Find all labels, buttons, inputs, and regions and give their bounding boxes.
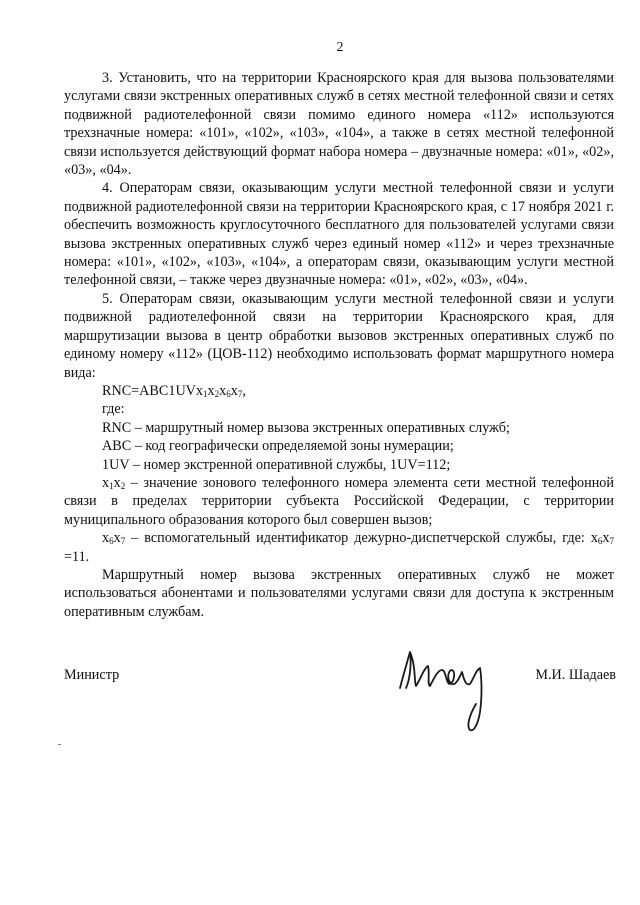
signatory-position: Министр (64, 667, 120, 683)
scan-artifact (58, 744, 61, 745)
definition-abc: ABC – код географически определяемой зоны нумерации; (102, 438, 454, 455)
clause-5: 5. Операторам связи, оказывающим услуги местной телефонной связи и услуги подвижной радиотелефонной связи на территории Красноярского края, для маршрутизации вызова в центр обработки вызовов экстренных оперативных служб по единому номеру «112» (ЦОВ-112) необходимо использовать формат маршрутного номера вида: (64, 290, 614, 381)
document-body (64, 69, 614, 621)
definition-x1x2: $x_1x_2$ – значение зонового телефонного номера элемента сети местной телефонной связи в пределах территории субъекта Российской Федерации, с территории муниципального образования которого был совершен вызов; (64, 474, 614, 528)
handwritten-signature (394, 640, 504, 735)
signature-block (64, 640, 616, 740)
definition-1uv: 1UV – номер экстренной оперативной службы, 1UV=112; (102, 456, 451, 473)
page-number: 2 (336, 40, 344, 55)
definition-rnc: RNC – маршрутный номер вызова экстренных оперативных служб; (102, 419, 510, 436)
clause-3: 3. Установить, что на территории Красноярского края для вызова пользователями услугами связи экстренных оперативных служб в сетях местной телефонной связи и сетях подвижной радиотелефонной связи помимо единого номера «112» используются трехзначные номера: «101», «102», «103», «104», а также в сетях местной телефонной связи используется действующий формат набора номера – двузначные номера: «01», «02», «03», «04». (64, 70, 614, 179)
signatory-name: М.И. Шадаев (535, 667, 616, 683)
routing-number-formula: $RNC=ABC1UVx_1x_2x_6x_7$, (102, 382, 246, 399)
where-label: где: (102, 401, 125, 418)
closing-paragraph: Маршрутный номер вызова экстренных оперативных служб не может использоваться абонентами и пользователями услугами связи для доступа к экстренным оперативным службам. (64, 566, 614, 620)
clause-4: 4. Операторам связи, оказывающим услуги местной телефонной связи и услуги подвижной радиотелефонной связи на территории Красноярского края, с 17 ноября 2021 г. обеспечить возможность круглосуточного бесплатного для пользователей услугами связи вызова экстренных оперативных служб через единый номер «112» и через трехзначные номера: «101», «102», «103», «104», а операторам связи, оказывающим услуги местной телефонной связи, – также через двузначные номера: «01», «02», «03», «04». (64, 180, 614, 289)
definition-x6x7: $x_6x_7$ – вспомогательный идентификатор дежурно-диспетчерской службы, где: $x_6x_7 =11$. (64, 530, 614, 565)
